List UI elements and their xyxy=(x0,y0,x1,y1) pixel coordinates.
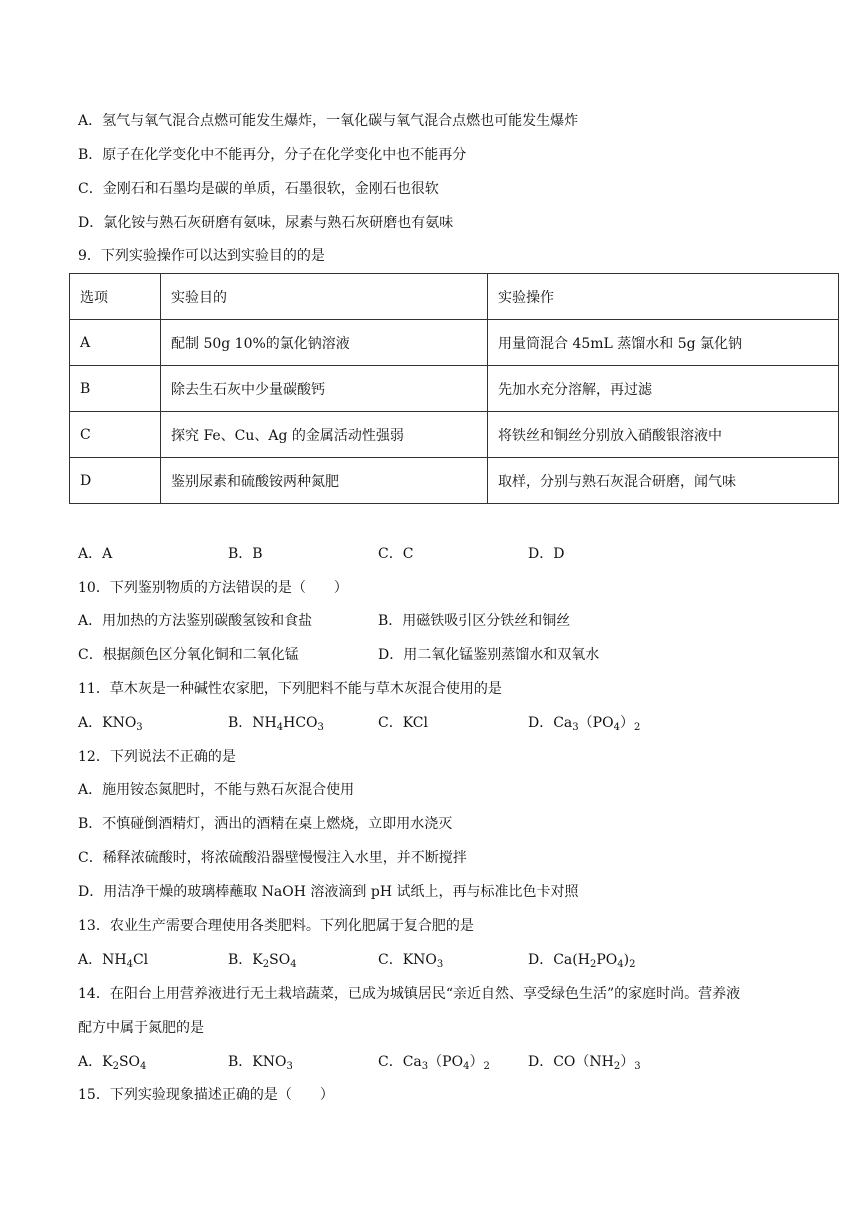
q9-experiment-table xyxy=(69,273,839,504)
q13-option-d: D．$Ca(H_2PO_4)_2$ xyxy=(528,952,636,970)
q14-option-c: C．$Ca_3(PO_4)_2$ xyxy=(378,1054,490,1072)
q13-option-c: C．$KNO_3$ xyxy=(378,952,444,970)
table-row xyxy=(70,458,839,504)
table-header-operation: 实验操作 xyxy=(488,274,839,320)
q12-stem: 12．下列说法不正确的是 xyxy=(78,749,236,765)
q8-option-c: C．金刚石和石墨均是碳的单质，石墨很软，金刚石也很软 xyxy=(78,181,439,197)
q13-option-b: B．$K_2SO_4$ xyxy=(228,952,297,970)
table-cell: C xyxy=(70,412,161,458)
table-cell: D xyxy=(70,458,161,504)
table-cell: 取样，分别与熟石灰混合研磨，闻气味 xyxy=(488,458,839,504)
q15-stem: 15．下列实验现象描述正确的是（ ） xyxy=(78,1087,334,1103)
q12-option-c: C．稀释浓硫酸时，将浓硫酸沿器壁慢慢注入水里，并不断搅拌 xyxy=(78,850,467,866)
q14-stem-line1: 14．在阳台上用营养液进行无土栽培蔬菜，已成为城镇居民“亲近自然、享受绿色生活”的家庭时尚。营养液 xyxy=(78,986,741,1002)
q12-option-b: B．不慎碰倒酒精灯，洒出的酒精在桌上燃烧，立即用水浇灭 xyxy=(78,816,453,832)
q11-option-a: A．$KNO_3$ xyxy=(78,715,143,733)
q10-option-b: B．用磁铁吸引区分铁丝和铜丝 xyxy=(378,613,571,629)
q10-option-d: D．用二氧化锰鉴别蒸馏水和双氧水 xyxy=(378,647,600,663)
table-cell: 除去生石灰中少量碳酸钙 xyxy=(161,366,488,412)
q13-option-a: A．$NH_4Cl$ xyxy=(78,952,149,970)
q9-option-c: C．C xyxy=(378,546,414,562)
table-row xyxy=(70,412,839,458)
q13-stem: 13．农业生产需要合理使用各类肥料。下列化肥属于复合肥的是 xyxy=(78,918,474,934)
q8-option-d: D．氯化铵与熟石灰研磨有氨味，尿素与熟石灰研磨也有氨味 xyxy=(78,215,454,231)
q11-stem: 11．草木灰是一种碱性农家肥，下列肥料不能与草木灰混合使用的是 xyxy=(78,681,502,697)
q14-option-b: B．$KNO_3$ xyxy=(228,1054,293,1072)
table-cell: 用量筒混合 45mL 蒸馏水和 5g 氯化钠 xyxy=(488,320,839,366)
table-cell: 配制 50g 10%的氯化钠溶液 xyxy=(161,320,488,366)
q11-option-c: C．KCl xyxy=(378,715,428,731)
q12-option-a: A．施用铵态氮肥时，不能与熟石灰混合使用 xyxy=(78,782,355,798)
q10-stem: 10．下列鉴别物质的方法错误的是（ ） xyxy=(78,580,348,596)
table-cell: 将铁丝和铜丝分别放入硝酸银溶液中 xyxy=(488,412,839,458)
table-header-option: 选项 xyxy=(70,274,161,320)
q14-option-d: D．$CO(NH_2)_3$ xyxy=(528,1054,641,1072)
table-cell: 探究 Fe、Cu、Ag 的金属活动性强弱 xyxy=(161,412,488,458)
table-cell: 先加水充分溶解，再过滤 xyxy=(488,366,839,412)
q10-option-c: C．根据颜色区分氧化铜和二氧化锰 xyxy=(78,647,299,663)
q11-option-d: D．$Ca_3(PO_4)_2$ xyxy=(528,715,641,733)
table-cell: B xyxy=(70,366,161,412)
q10-option-a: A．用加热的方法鉴别碳酸氢铵和食盐 xyxy=(78,613,313,629)
q11-option-b: B．$NH_4HCO_3$ xyxy=(228,715,324,733)
table-row xyxy=(70,366,839,412)
q14-stem-line2: 配方中属于氮肥的是 xyxy=(78,1020,204,1036)
table-row xyxy=(70,320,839,366)
q14-option-a: A．$K_2SO_4$ xyxy=(78,1054,147,1072)
q8-option-a: A．氢气与氧气混合点燃可能发生爆炸，一氧化碳与氧气混合点燃也可能发生爆炸 xyxy=(78,113,579,129)
table-cell: 鉴别尿素和硫酸铵两种氮肥 xyxy=(161,458,488,504)
q9-stem: 9．下列实验操作可以达到实验目的的是 xyxy=(78,248,325,264)
table-header-purpose: 实验目的 xyxy=(161,274,488,320)
q8-option-b: B．原子在化学变化中不能再分，分子在化学变化中也不能再分 xyxy=(78,147,467,163)
q12-option-d: D．用洁净干燥的玻璃棒蘸取 NaOH 溶液滴到 pH 试纸上，再与标准比色卡对照 xyxy=(78,884,579,900)
q9-option-b: B．B xyxy=(228,546,263,562)
q9-option-a: A．A xyxy=(78,546,113,562)
table-cell: A xyxy=(70,320,161,366)
q9-option-d: D．D xyxy=(528,546,565,562)
table-header-row xyxy=(70,274,839,320)
